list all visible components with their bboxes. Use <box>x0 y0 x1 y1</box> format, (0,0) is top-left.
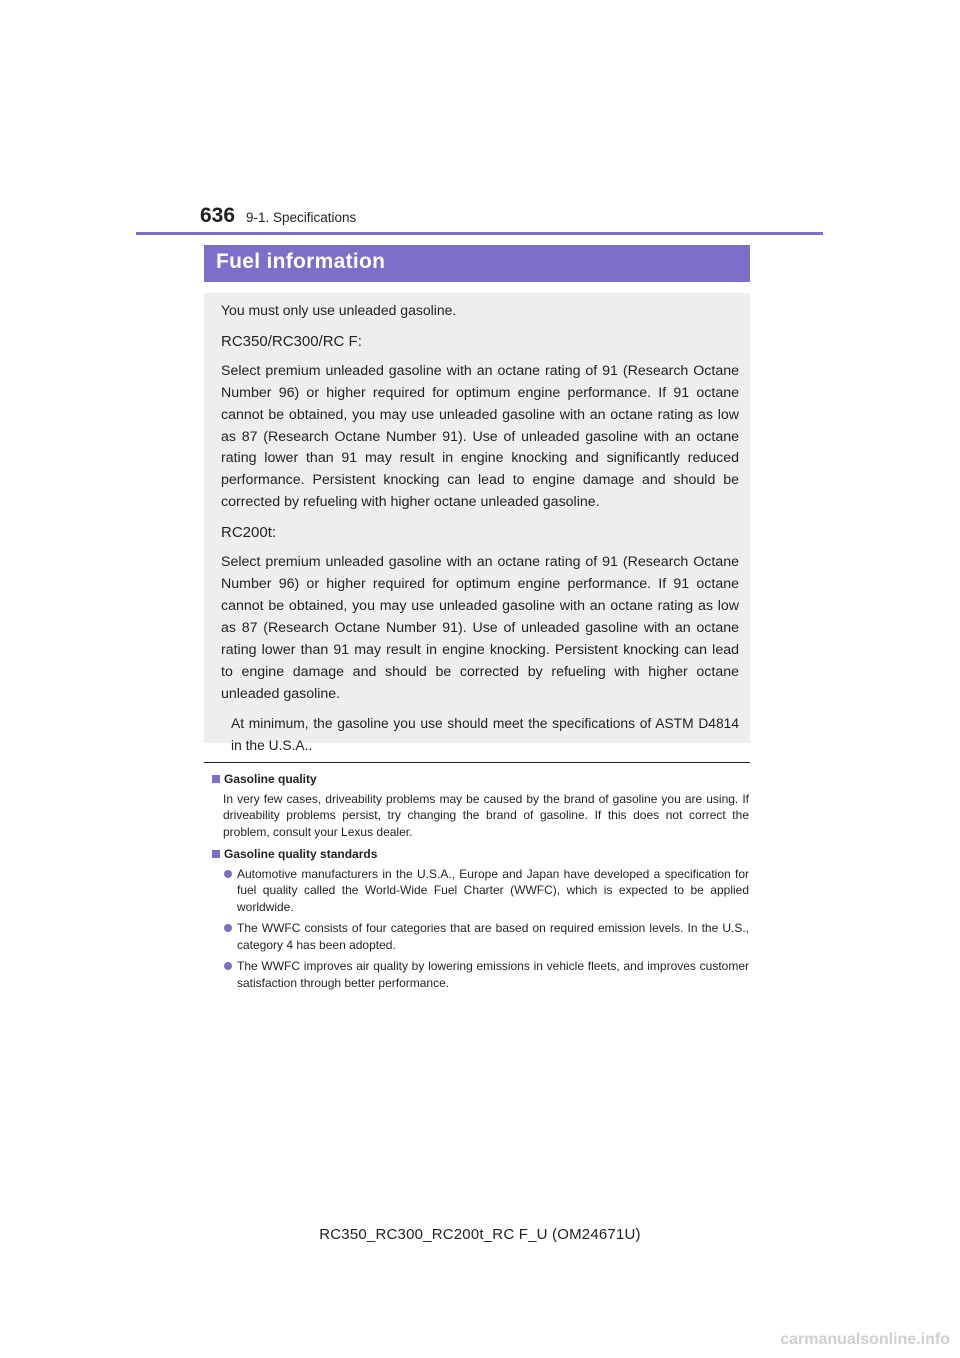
section-divider <box>204 762 750 763</box>
list-item-text: The WWFC improves air quality by lowering emissions in vehicle fleets, and improves customer satisfaction through better performance. <box>237 959 749 990</box>
square-bullet-icon <box>212 850 220 858</box>
round-bullet-icon <box>224 870 232 878</box>
watermark: carmanualsonline.info <box>780 1331 950 1348</box>
list-item <box>211 958 749 991</box>
page-number: 636 <box>200 204 236 227</box>
fuel-text-rc350: Select premium unleaded gasoline with an octane rating of 91 (Research Octane Number 96) or higher required for optimum engine performance. If 91 octane cannot be obtained, you may use unleaded gasoline with an octane rating as low as 87 (Research Octane Number 91). Use of unleaded gasoline with an octane rating lower than 91 may result in engine knocking and significantly reduced performance. Persistent knocking can lead to engine damage and should be corrected by refueling with higher octane unleaded gasoline. <box>221 362 739 511</box>
quality-standards-heading <box>211 846 749 863</box>
round-bullet-icon <box>224 962 232 970</box>
gasoline-quality-heading <box>211 771 749 788</box>
astm-note: At minimum, the gasoline you use should meet the specifications of ASTM D4814 in the U.S.A.. <box>231 716 739 753</box>
heading-label: Gasoline quality <box>224 772 317 786</box>
section-label: 9-1. Specifications <box>246 210 357 225</box>
list-item-text: Automotive manufacturers in the U.S.A., Europe and Japan have developed a specification for fuel quality called the World-Wide Fuel Charter (WWFC), which is expected to be applied worldwide. <box>237 866 749 914</box>
round-bullet-icon <box>224 924 232 932</box>
header-rule <box>136 232 823 235</box>
list-item <box>211 920 749 953</box>
square-bullet-icon <box>212 775 220 783</box>
list-item-text: The WWFC consists of four categories that are based on required emission levels. In the U.S., category 4 has been adopted. <box>237 921 749 952</box>
fuel-text-rc200t: Select premium unleaded gasoline with an octane rating of 91 (Research Octane Number 96) or higher required for optimum engine performance. If 91 octane cannot be obtained, you may use unleaded gasoline with an octane rating as low as 87 (Research Octane Number 91). Use of unleaded gasoline with an octane rating lower than 91 may result in engine knocking. Persistent knocking can lead to engine damage and should be corrected by refueling with higher octane unleaded gasoline. <box>221 554 739 702</box>
list-item <box>211 866 749 916</box>
manual-code: RC350_RC300_RC200t_RC F_U (OM24671U) <box>319 1226 641 1243</box>
model-heading-rc350: RC350/RC300/RC F: <box>221 332 362 350</box>
gasoline-quality-text: In very few cases, driveability problems may be caused by the brand of gasoline you are using. If driveability problems persist, try changing the brand of gasoline. If this does not correct the problem, consult your Lexus dealer. <box>223 791 749 839</box>
model-heading-rc200t: RC200t: <box>221 524 277 542</box>
fuel-info-content <box>221 300 739 756</box>
fuel-info-box <box>204 293 750 753</box>
box-intro: You must only use unleaded gasoline. <box>221 302 457 318</box>
page-title: Fuel information <box>216 250 386 273</box>
quality-sections <box>211 771 749 996</box>
title-bar <box>204 245 750 282</box>
heading-label: Gasoline quality standards <box>224 847 378 861</box>
